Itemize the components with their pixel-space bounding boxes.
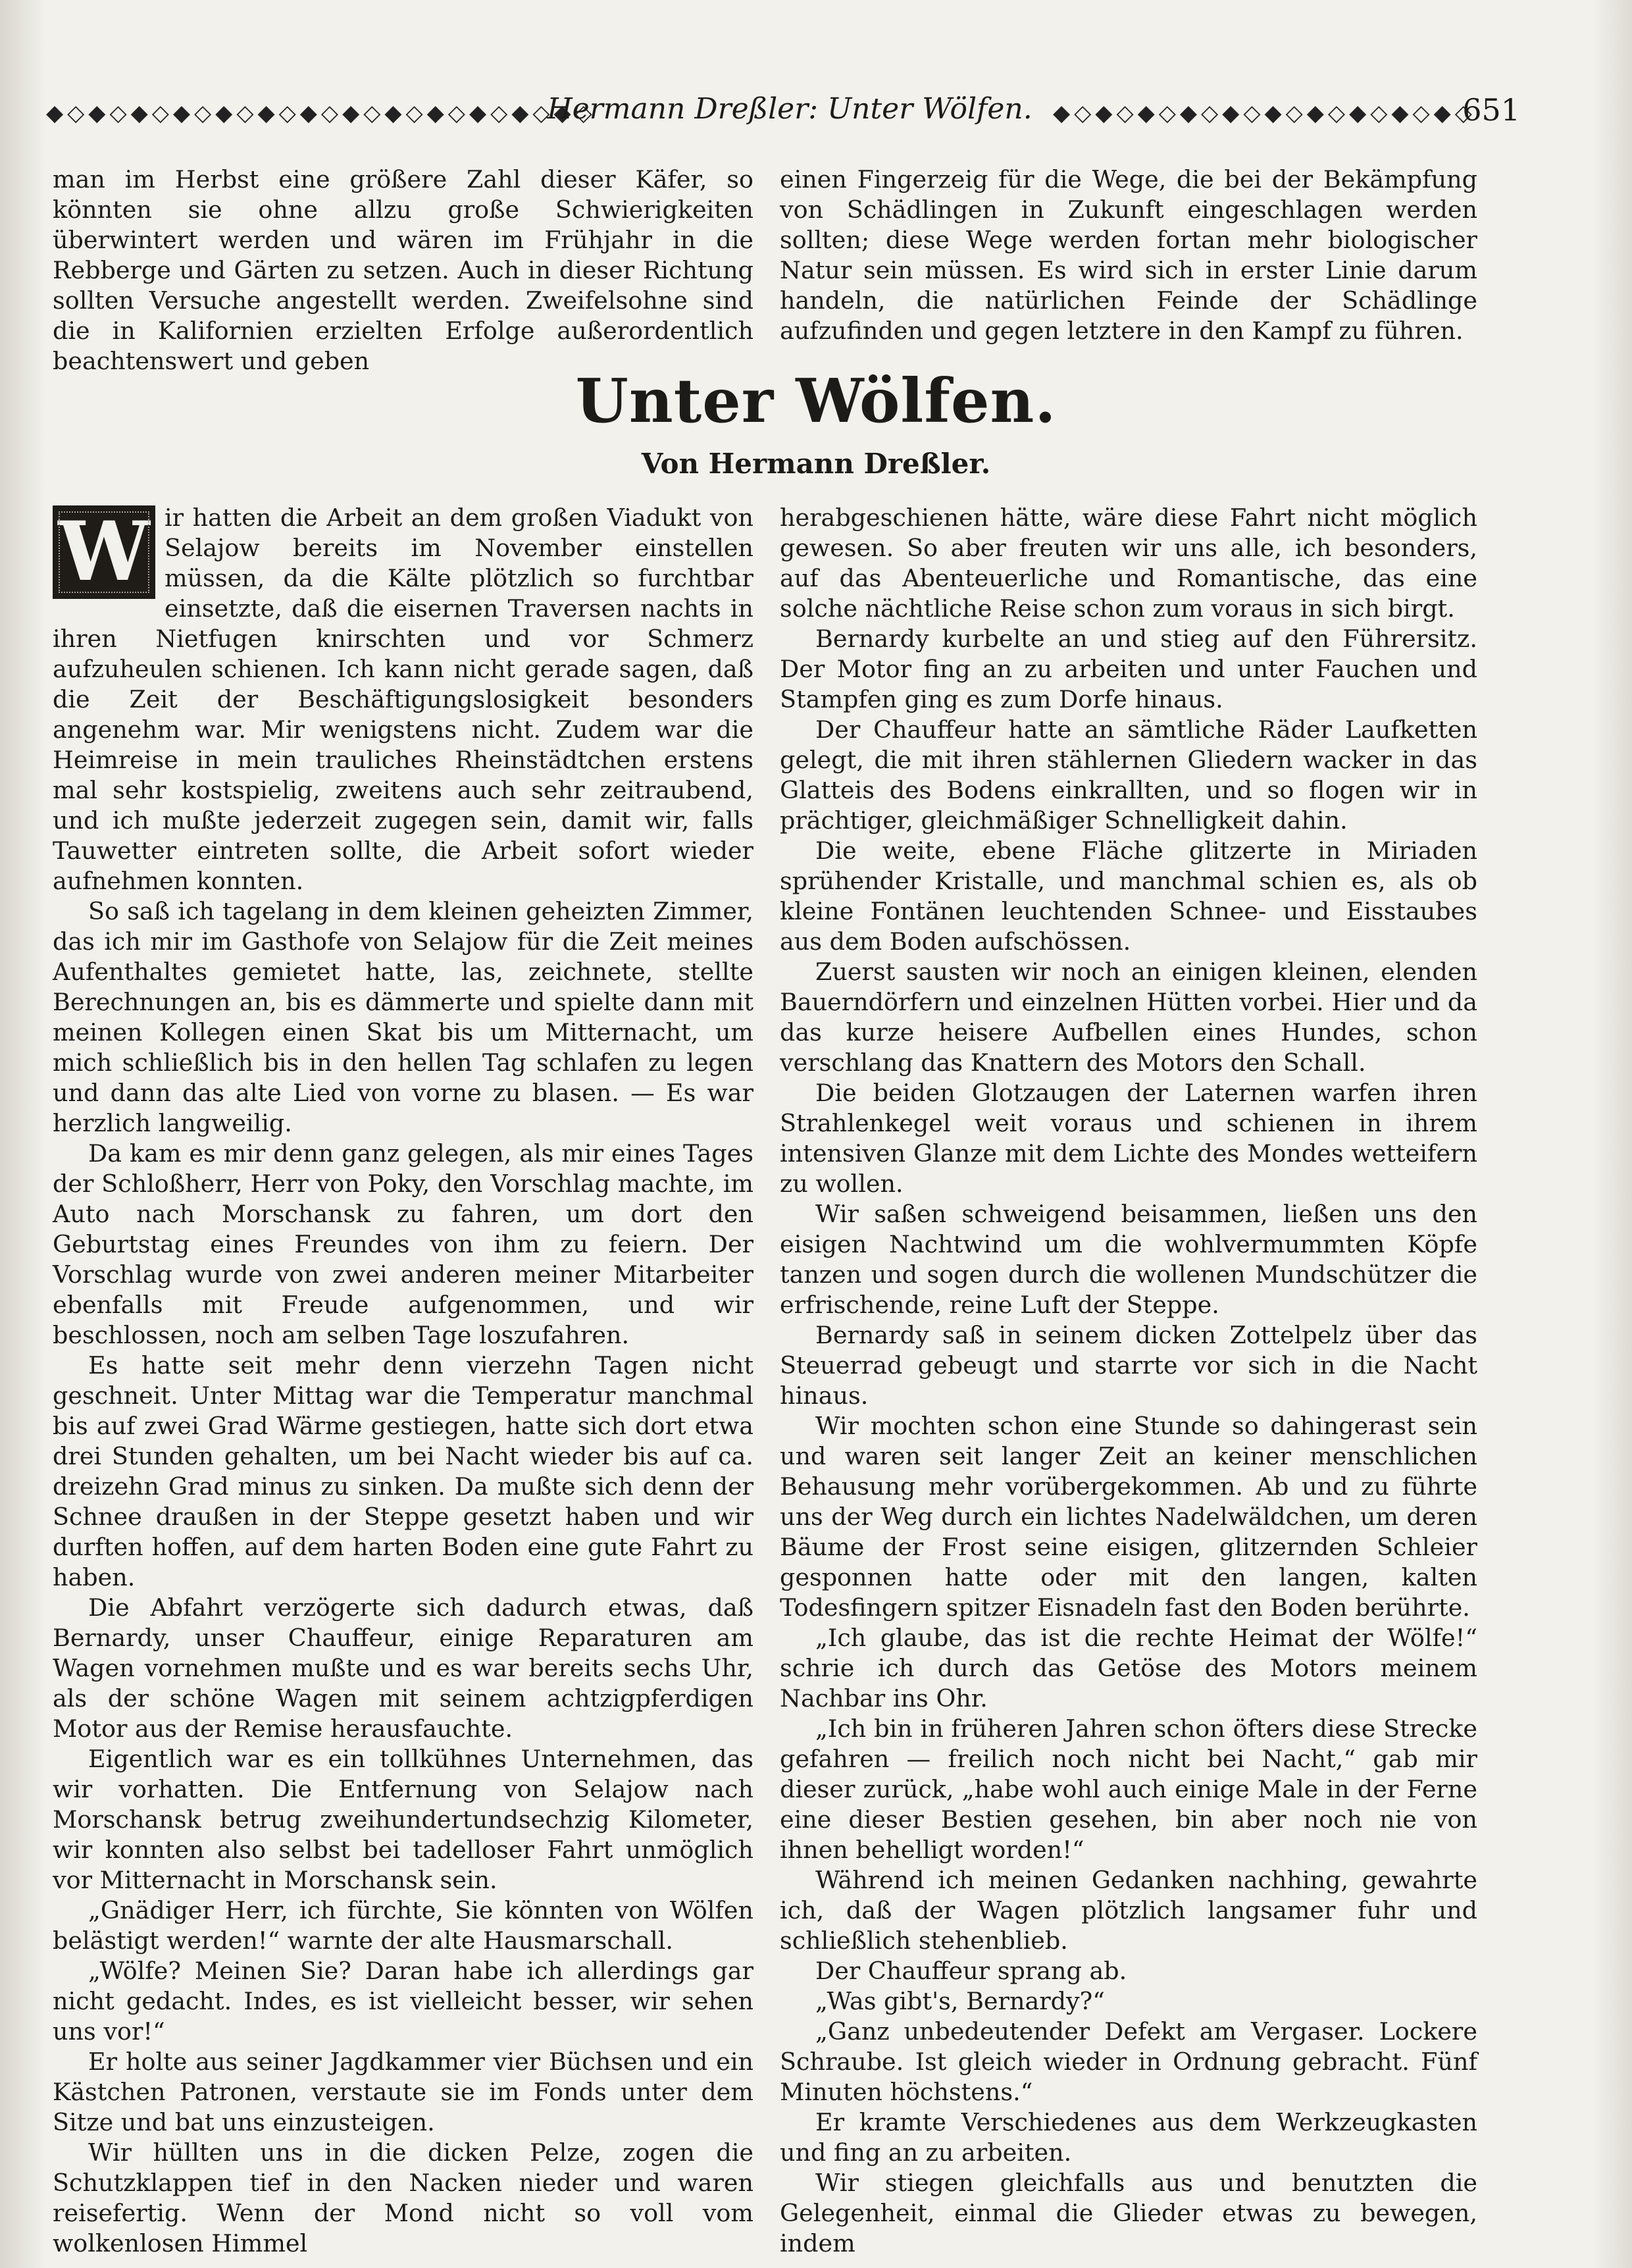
paragraph: „Gnädiger Herr, ich fürchte, Sie könnten von Wölfen belästigt werden!“ warnte der alte Hausmarschall. <box>53 1896 753 1955</box>
paragraph: Zuerst sausten wir noch an einigen kleinen, elenden Bauerndörfern und einzelnen Hütten vorbei. Hier und da das kurze heisere Aufbellen eines Hundes, schon verschlang das Knattern des Motors den Schall. <box>780 958 1477 1077</box>
paragraph: So saß ich tagelang in dem kleinen geheizten Zimmer, das ich mir im Gasthofe von Selajow für die Zeit meines Aufenthaltes gemietet hatte, las, zeichnete, stellte Berechnungen an, bis es dämmerte und spielte dann mit meinen Kollegen einen Skat bis um Mitternacht, um mich schließlich bis in den hellen Tag schlafen zu legen und dann das alte Lied von vorne zu blasen. — Es war herzlich langweilig. <box>53 897 753 1137</box>
article-left-column <box>53 503 753 2259</box>
paragraph: Der Chauffeur sprang ab. <box>815 1957 1127 1985</box>
previous-article-left-column <box>53 165 753 376</box>
paragraph: Während ich meinen Gedanken nachhing, gewahrte ich, daß der Wagen plötzlich langsamer fuhr und schließlich stehenblieb. <box>780 1866 1477 1955</box>
paragraph: ir hatten die Arbeit an dem großen Viadukt von Selajow bereits im November einstellen müssen, da die Kälte plötzlich so furchtbar einsetzte, daß die eisernen Traversen nachts in ihren Nietfugen knirschten und vor Schmerz aufzuheulen schienen. Ich kann nicht gerade sagen, daß die Zeit der Beschäftigungslosigkeit besonders angenehm war. Mir wenigstens nicht. Zudem war die Heimreise in mein trauliches Rheinstädtchen erstens mal sehr kostspielig, zweitens auch sehr zeitraubend, und ich mußte jederzeit zugegen sein, damit wir, falls Tauwetter eintreten sollte, die Arbeit sofort wieder aufnehmen konnten. <box>53 503 753 895</box>
paragraph: „Was gibt's, Bernardy?“ <box>815 1987 1105 2015</box>
paragraph: „Ich bin in früheren Jahren schon öfters diese Strecke gefahren — freilich noch nicht bei Nacht,“ gab mir dieser zurück, „habe wohl auch einige Male in der Ferne eine dieser Bestien gesehen, bin aber noch nie von ihnen behelligt worden!“ <box>780 1714 1477 1864</box>
paragraph: Die weite, ebene Fläche glitzerte in Miriaden sprühender Kristalle, und manchmal schien es, als ob kleine Fontänen leuchtenden Schnee- und Eisstaubes aus dem Boden aufschössen. <box>780 837 1477 956</box>
paragraph: Eigentlich war es ein tollkühnes Unternehmen, das wir vorhatten. Die Entfernung von Selajow nach Morschansk betrug zweihundertundsechzig Kilometer, wir konnten also selbst bei tadelloser Fahrt unmöglich vor Mitternacht in Morschansk sein. <box>53 1745 753 1894</box>
paragraph: Wir stiegen gleichfalls aus und benutzten die Gelegenheit, einmal die Glieder etwas zu bewegen, indem <box>780 2169 1477 2257</box>
previous-article-right-column <box>780 165 1477 346</box>
ornament-border-right: ◆◇◆◇◆◇◆◇◆◇◆◇◆◇◆◇◆◇◆◇ <box>1053 100 1476 126</box>
paragraph: Bernardy kurbelte an und stieg auf den Führersitz. Der Motor fing an zu arbeiten und unter Fauchen und Stampfen ging es zum Dorfe hinaus. <box>780 625 1477 713</box>
paper-edge-left <box>0 0 46 2268</box>
dropcap-letter: W <box>58 504 150 600</box>
paragraph: Er holte aus seiner Jagdkammer vier Büchsen und ein Kästchen Patronen, verstaute sie im Fonds unter dem Sitze und bat uns einzusteigen. <box>53 2048 753 2136</box>
paragraph: Der Chauffeur hatte an sämtliche Räder Laufketten gelegt, die mit ihren stählernen Gliedern wacker in das Glatteis des Bodens einkrallten, und so flogen wir in prächtiger, gleichmäßiger Schnelligkeit dahin. <box>780 715 1477 835</box>
article-right-column <box>780 503 1477 2259</box>
paragraph: Bernardy saß in seinem dicken Zottelpelz über das Steuerrad gebeugt und starrte vor sich in die Nacht hinaus. <box>780 1321 1477 1410</box>
paragraph: Die beiden Glotzaugen der Laternen warfen ihren Strahlenkegel weit voraus und schienen in ihrem intensiven Glanze mit dem Lichte des Mondes wetteifern zu wollen. <box>780 1079 1477 1198</box>
paragraph: Er kramte Verschiedenes aus dem Werkzeugkasten und fing an zu arbeiten. <box>780 2108 1477 2167</box>
paragraph: Wir saßen schweigend beisammen, ließen uns den eisigen Nachtwind um die wohlvermummten Köpfe tanzen und sogen durch die wollenen Mundschützer die erfrischende, reine Luft der Steppe. <box>780 1200 1477 1319</box>
paragraph: man im Herbst eine größere Zahl dieser Käfer, so könnten sie ohne allzu große Schwierigkeiten überwintert werden und wären im Frühjahr in die Rebberge und Gärten zu setzen. Auch in dieser Richtung sollten Versuche angestellt werden. Zweifelsohne sind die in Kalifornien erzielten Erfolge außerordentlich beachtenswert und geben <box>53 165 753 375</box>
paragraph: herabgeschienen hätte, wäre diese Fahrt nicht möglich gewesen. So aber freuten wir uns alle, ich besonders, auf das Abenteuerliche und Romantische, das eine solche nächtliche Reise schon zum voraus in sich birgt. <box>780 503 1477 623</box>
running-header <box>46 92 1520 138</box>
paragraph: Wir mochten schon eine Stunde so dahingerast sein und waren seit langer Zeit an keiner menschlichen Behausung mehr vorübergekommen. Ab und zu führte uns der Weg durch ein lichtes Nadelwäldchen, um deren Bäume der Frost seine eisigen, glitzernden Schleier gesponnen hatte oder mit den langen, kalten Todesfingern spitzer Eisnadeln fast den Boden berührte. <box>780 1412 1477 1622</box>
paragraph: einen Fingerzeig für die Wege, die bei der Bekämpfung von Schädlingen in Zukunft eingeschlagen werden sollten; diese Wege werden fortan mehr biologischer Natur sein müssen. Es wird sich in erster Linie darum handeln, die natürlichen Feinde der Schädlinge aufzufinden und gegen letztere in den Kampf zu führen. <box>780 165 1477 345</box>
paragraph: „Ganz unbedeutender Defekt am Vergaser. Lockere Schraube. Ist gleich wieder in Ordnung gebracht. Fünf Minuten höchstens.“ <box>780 2017 1477 2106</box>
article-byline: Von Hermann Dreßler. <box>641 448 991 480</box>
paper-edge-right <box>1593 0 1632 2268</box>
paragraph: Die Abfahrt verzögerte sich dadurch etwas, daß Bernardy, unser Chauffeur, einige Reparaturen am Wagen vornehmen mußte und es war bereits sechs Uhr, als der schöne Wagen mit seinem achtzigpferdigen Motor aus der Remise herausfauchte. <box>53 1593 753 1743</box>
ornamental-dropcap <box>53 505 155 599</box>
ornament-border-left: ◆◇◆◇◆◇◆◇◆◇◆◇◆◇◆◇◆◇◆◇◆◇◆◇◆◇ <box>46 100 596 126</box>
page-number: 651 <box>1462 92 1520 128</box>
article-title: Unter Wölfen. <box>575 365 1057 436</box>
paragraph: Es hatte seit mehr denn vierzehn Tagen nicht geschneit. Unter Mittag war die Temperatur manchmal bis auf zwei Grad Wärme gestiegen, hatte sich dort etwa drei Stunden gehalten, um bei Nacht wieder bis auf ca. dreizehn Grad minus zu sinken. Da mußte sich denn der Schnee draußen in der Steppe gesetzt haben und wir durften hoffen, auf dem harten Boden eine gute Fahrt zu haben. <box>53 1351 753 1591</box>
paragraph: „Wölfe? Meinen Sie? Daran habe ich allerdings gar nicht gedacht. Indes, es ist vielleicht besser, wir sehen uns vor!“ <box>53 1957 753 2046</box>
paragraph: Da kam es mir denn ganz gelegen, als mir eines Tages der Schloßherr, Herr von Poky, den Vorschlag machte, im Auto nach Morschansk zu fahren, um dort den Geburtstag eines Freundes von ihm zu feiern. Der Vorschlag wurde von zwei anderen meiner Mitarbeiter ebenfalls mit Freude aufgenommen, und wir beschlossen, noch am selben Tage loszufahren. <box>53 1139 753 1349</box>
running-title: Hermann Dreßler: Unter Wölfen. <box>547 92 1033 126</box>
paragraph: „Ich glaube, das ist die rechte Heimat der Wölfe!“ schrie ich durch das Getöse des Motors meinem Nachbar ins Ohr. <box>780 1624 1477 1713</box>
paragraph: Wir hüllten uns in die dicken Pelze, zogen die Schutzklappen tief in den Nacken nieder und waren reisefertig. Wenn der Mond nicht so voll vom wolkenlosen Himmel <box>53 2138 753 2257</box>
